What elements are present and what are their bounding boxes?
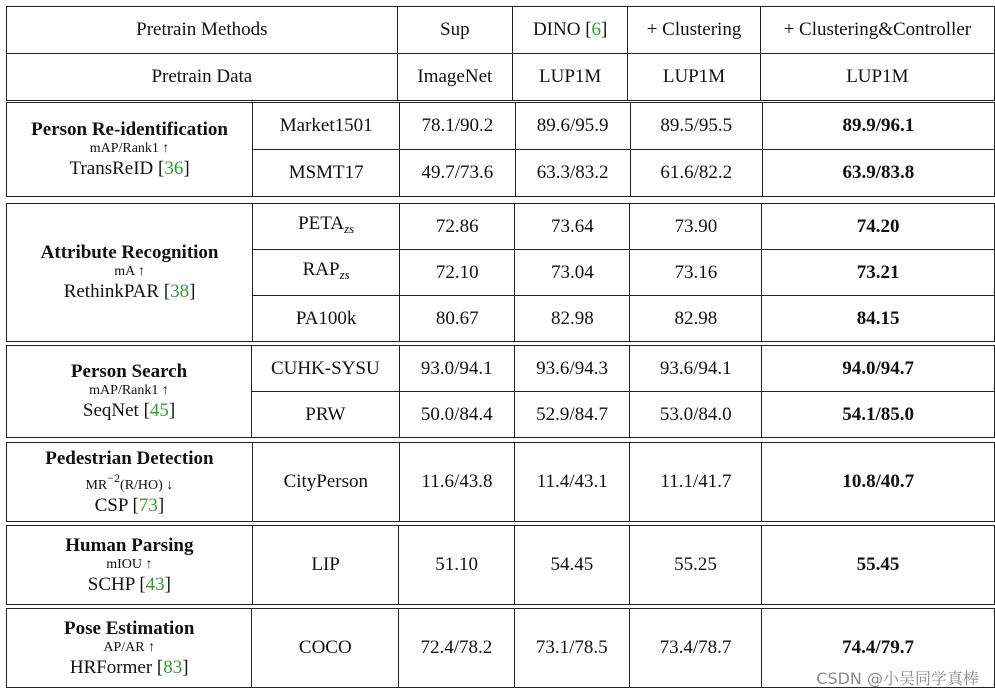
pretrain-data-cell xyxy=(397,54,512,101)
metric-superscript: −2 xyxy=(107,470,121,485)
value-cell xyxy=(515,204,630,250)
header-table xyxy=(6,6,995,101)
dataset-cell xyxy=(252,392,399,438)
metric-value: 82.98 xyxy=(674,307,718,329)
pretrain-data-cell xyxy=(628,54,760,101)
dataset-cell xyxy=(253,150,400,197)
dataset-name: PRW xyxy=(305,403,346,425)
pretrain-data-value: LUP1M xyxy=(539,66,602,87)
value-cell xyxy=(630,346,762,392)
best-value-cell xyxy=(762,526,995,605)
value-cell xyxy=(630,250,762,296)
metric-value: 11.4/43.1 xyxy=(536,471,608,492)
task-cell: Attribute Recognition mA ↑ RethinkPAR [38] xyxy=(7,204,253,342)
table-row xyxy=(7,526,995,605)
value-cell xyxy=(514,526,629,605)
best-value-cell xyxy=(762,150,994,197)
header-row-methods xyxy=(7,7,995,54)
metric-value: 51.10 xyxy=(435,554,478,575)
task-cell: Pose Estimation AP/AR ↑ HRFormer [83] xyxy=(7,609,252,688)
best-value-cell xyxy=(762,204,995,250)
value-cell xyxy=(400,204,515,250)
dataset-subscript: zs xyxy=(344,221,355,236)
metric-value: 73.04 xyxy=(550,261,594,283)
metric-value: 10.8/40.7 xyxy=(842,471,915,492)
method-header xyxy=(397,7,512,54)
metric-value: 74.20 xyxy=(856,215,900,237)
dataset-name: CUHK-SYSU xyxy=(270,357,380,379)
dataset-cell xyxy=(252,346,399,392)
metric-value: 73.16 xyxy=(674,261,718,283)
metric-value: 74.4/79.7 xyxy=(842,637,914,658)
task-cell: Pedestrian Detection MR−2(R/HO) ↓ CSP [73] xyxy=(7,443,253,522)
value-cell xyxy=(400,250,515,296)
metric-label xyxy=(7,469,252,495)
best-value-cell xyxy=(762,250,995,296)
dataset-name: RAP xyxy=(302,259,340,280)
method-name: + Clustering&Controller xyxy=(783,19,972,40)
value-cell xyxy=(400,103,515,150)
best-value-cell xyxy=(762,346,995,392)
metric-value: 80.67 xyxy=(435,307,479,329)
table-row xyxy=(7,443,995,522)
dataset-name: LIP xyxy=(311,554,340,575)
value-cell xyxy=(630,296,762,342)
model-name: RethinkPAR xyxy=(63,281,160,302)
metric-value: 72.10 xyxy=(435,261,479,283)
value-cell xyxy=(630,150,762,197)
value-cell xyxy=(629,609,761,688)
metric-value: 93.0/94.1 xyxy=(420,357,493,379)
dataset-name: MSMT17 xyxy=(288,162,364,183)
metric-value: 63.3/83.2 xyxy=(536,162,609,183)
metric-value: 50.0/84.4 xyxy=(420,403,493,425)
task-group-table xyxy=(6,203,995,342)
metric-text: (R/HO) ↓ xyxy=(120,477,174,493)
watermark: CSDN @小吴同学真棒 xyxy=(816,669,979,688)
metric-value: 73.90 xyxy=(674,215,718,237)
value-cell xyxy=(515,103,630,150)
dataset-cell xyxy=(252,526,399,605)
metric-value: 93.6/94.1 xyxy=(659,357,732,379)
metric-text: mA ↑ xyxy=(114,264,145,279)
metric-value: 55.25 xyxy=(674,554,717,575)
value-cell xyxy=(399,443,514,522)
methods-label-text: Pretrain Methods xyxy=(136,19,268,40)
pretrain-data-cell xyxy=(513,54,628,101)
pretrain-data-value: LUP1M xyxy=(662,66,726,87)
citation-link: 36 xyxy=(164,158,184,179)
method-name: + Clustering xyxy=(646,19,742,40)
citation-link: 83 xyxy=(163,656,183,678)
pretrain-data-value: ImageNet xyxy=(417,66,493,87)
pretrain-data-cell xyxy=(760,54,994,101)
metric-prefix: MR xyxy=(85,477,108,493)
citation-link: 38 xyxy=(170,281,190,302)
value-cell xyxy=(629,526,761,605)
pretrain-data-value: LUP1M xyxy=(846,66,909,87)
metric-value: 55.45 xyxy=(856,554,900,575)
metric-value: 54.45 xyxy=(550,554,594,575)
value-cell xyxy=(630,103,762,150)
best-value-cell xyxy=(762,296,995,342)
metric-value: 93.6/94.3 xyxy=(536,357,608,379)
metric-value: 89.5/95.5 xyxy=(660,115,733,136)
citation-link: 43 xyxy=(145,573,165,595)
best-value-cell xyxy=(762,443,995,522)
method-name: Sup xyxy=(440,19,470,40)
dataset-cell xyxy=(252,609,399,688)
metric-value: 61.6/82.2 xyxy=(660,162,733,183)
metric-value: 78.1/90.2 xyxy=(421,115,494,136)
metric-text: mAP/Rank1 ↑ xyxy=(89,141,170,156)
metric-label xyxy=(7,556,252,574)
dataset-cell xyxy=(252,443,399,522)
value-cell xyxy=(400,150,515,197)
dataset-cell xyxy=(253,204,400,250)
metric-label xyxy=(7,639,251,657)
citation-link: 45 xyxy=(149,400,169,421)
task-name: Pose Estimation xyxy=(64,617,195,639)
value-cell xyxy=(514,609,629,688)
metric-value: 73.1/78.5 xyxy=(535,637,608,658)
value-cell xyxy=(515,150,630,197)
table-row xyxy=(7,103,995,150)
method-header xyxy=(760,7,994,54)
metric-value: 49.7/73.6 xyxy=(421,162,494,183)
metric-value: 94.0/94.7 xyxy=(842,357,915,379)
model-name: SeqNet xyxy=(82,400,139,421)
dataset-cell xyxy=(253,296,400,342)
dataset-cell xyxy=(253,103,400,150)
metric-text: mAP/Rank1 ↑ xyxy=(89,383,169,398)
task-name: Person Re-identification xyxy=(31,119,228,140)
metric-value: 84.15 xyxy=(856,307,900,329)
methods-label xyxy=(7,7,398,54)
metric-value: 73.4/78.7 xyxy=(659,637,732,658)
dataset-name: PETA xyxy=(298,213,345,234)
value-cell xyxy=(399,346,514,392)
header-row-data xyxy=(7,54,995,101)
value-cell xyxy=(399,392,514,438)
metric-value: 72.86 xyxy=(435,215,479,237)
task-name: Person Search xyxy=(70,361,188,382)
metric-value: 89.9/96.1 xyxy=(842,115,915,136)
value-cell xyxy=(630,443,762,522)
metric-value: 73.64 xyxy=(550,215,594,237)
model-name: TransReID xyxy=(69,158,154,179)
metric-value: 89.6/95.9 xyxy=(536,115,609,136)
metric-text: AP/AR ↑ xyxy=(103,639,156,655)
task-name: Attribute Recognition xyxy=(40,242,219,263)
value-cell xyxy=(515,443,630,522)
value-cell xyxy=(399,609,514,688)
dataset-name: COCO xyxy=(298,637,352,658)
dataset-subscript: zs xyxy=(339,267,350,282)
citation-link: 6 xyxy=(591,19,602,40)
value-cell xyxy=(400,296,515,342)
task-name: Pedestrian Detection xyxy=(45,447,214,469)
metric-value: 63.9/83.8 xyxy=(842,162,915,183)
table-row xyxy=(7,204,995,250)
metric-value: 54.1/85.0 xyxy=(842,403,915,425)
task-group-table xyxy=(6,345,995,438)
method-header: DINO [6] xyxy=(513,7,628,54)
metric-value: 72.4/78.2 xyxy=(420,637,493,658)
metric-value: 11.6/43.8 xyxy=(421,471,493,492)
dataset-name: Market1501 xyxy=(279,115,373,136)
model-name: SCHP xyxy=(87,573,135,595)
metric-label xyxy=(7,382,251,400)
dataset-name: CityPerson xyxy=(283,471,369,492)
task-group-table xyxy=(6,102,995,197)
value-cell xyxy=(630,204,762,250)
value-cell xyxy=(630,392,762,438)
best-value-cell xyxy=(762,392,995,438)
metric-value: 53.0/84.0 xyxy=(659,403,732,425)
metric-value: 11.1/41.7 xyxy=(660,471,732,492)
metric-value: 73.21 xyxy=(856,261,900,283)
model-name: CSP xyxy=(94,494,128,516)
value-cell xyxy=(399,526,514,605)
value-cell xyxy=(515,250,630,296)
task-name: Human Parsing xyxy=(65,534,194,556)
task-cell: Person Re-identification mAP/Rank1 ↑ TransReID [36] xyxy=(7,103,253,197)
task-cell: Person Search mAP/Rank1 ↑ SeqNet [45] xyxy=(7,346,252,438)
citation-link: 73 xyxy=(138,494,158,516)
method-name: DINO xyxy=(532,19,581,40)
metric-label xyxy=(7,140,252,158)
task-cell: Human Parsing mIOU ↑ SCHP [43] xyxy=(7,526,253,605)
model-name: HRFormer xyxy=(69,656,153,678)
data-label xyxy=(7,54,398,101)
table-row xyxy=(7,346,995,392)
method-header xyxy=(628,7,760,54)
best-value-cell xyxy=(762,103,994,150)
value-cell xyxy=(514,392,629,438)
value-cell xyxy=(514,346,629,392)
metric-label xyxy=(7,263,252,281)
data-label-text: Pretrain Data xyxy=(151,66,253,87)
metric-value: 82.98 xyxy=(550,307,594,329)
task-group-table xyxy=(6,442,995,522)
metric-value: 52.9/84.7 xyxy=(536,403,608,425)
metric-text: mIOU ↑ xyxy=(106,556,153,572)
dataset-name: PA100k xyxy=(295,307,357,329)
value-cell xyxy=(515,296,630,342)
dataset-cell xyxy=(253,250,400,296)
task-group-table xyxy=(6,525,995,605)
